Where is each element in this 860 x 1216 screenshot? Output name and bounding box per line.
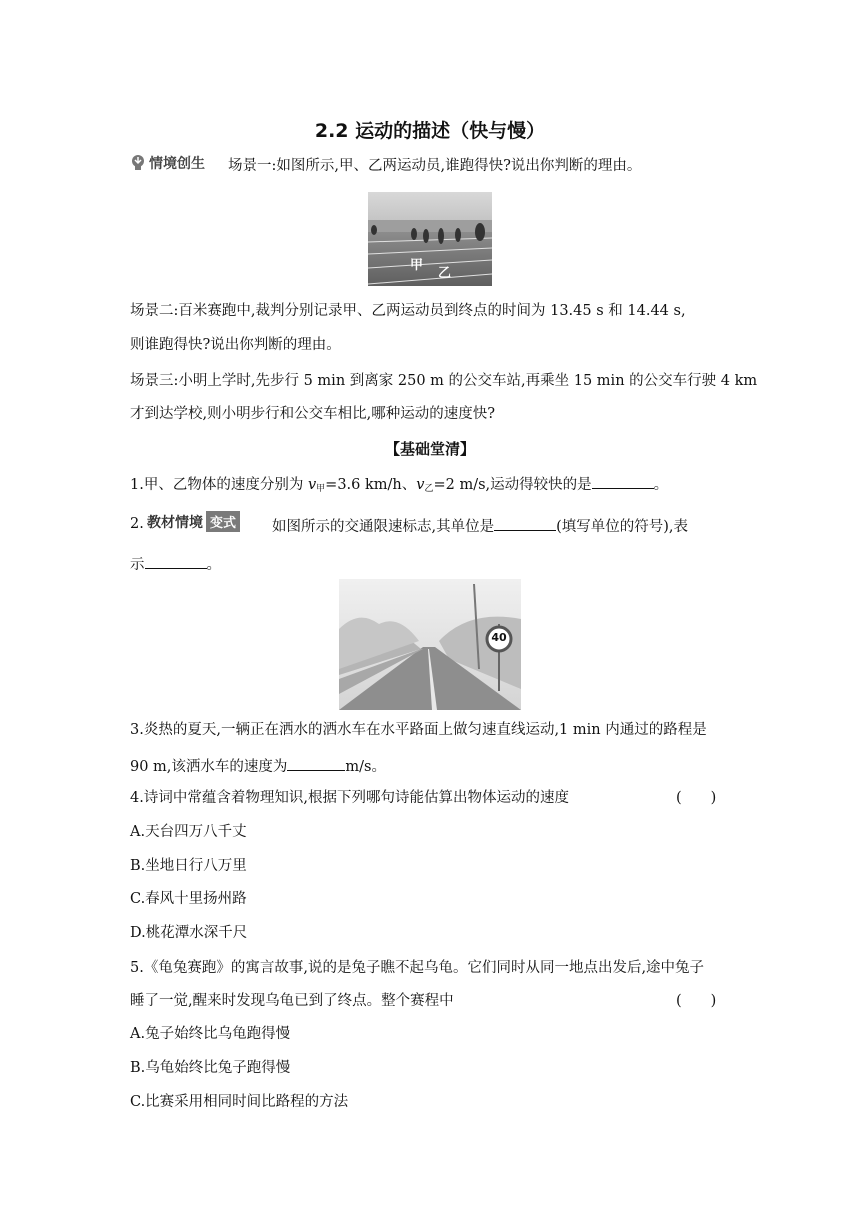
- q3-prefix: 90 m,该洒水车的速度为: [130, 759, 288, 775]
- question-4-stem: 4.诗词中常蕴含着物理知识,根据下列哪句诗能估算出物体运动的速度: [130, 790, 569, 806]
- q2-text2: (填写单位的符号),表: [556, 519, 689, 535]
- q3-speed-blank[interactable]: [287, 754, 345, 771]
- q3-suffix: m/s。: [345, 759, 386, 775]
- q4-option-a[interactable]: A.天台四万八千丈: [130, 824, 247, 840]
- question-5-line1: 5.《龟兔赛跑》的寓言故事,说的是兔子瞧不起乌龟。它们同时从同一地点出发后,途中兔子: [130, 960, 705, 976]
- textbook-scenario-label: 教材情境: [147, 514, 203, 531]
- scene3-line2: 才到达学校,则小明步行和公交车相比,哪种运动的速度快?: [130, 406, 495, 422]
- q1-mid1: =3.6 km/h、: [325, 477, 417, 493]
- speed-limit-sign-value: 40: [491, 631, 507, 644]
- q5-option-a[interactable]: A.兔子始终比乌龟跑得慢: [130, 1026, 291, 1042]
- q2-number: 2.: [130, 516, 144, 532]
- q2-end: 。: [206, 557, 221, 573]
- q2-text1: 如图所示的交通限速标志,其单位是: [272, 519, 495, 535]
- q4-option-b[interactable]: B.坐地日行八万里: [130, 858, 247, 874]
- scenario-tag: [130, 153, 205, 173]
- q5-answer-paren[interactable]: ( ): [676, 993, 717, 1009]
- runner-label-jia: 甲: [410, 258, 424, 273]
- variant-badge: 变式: [206, 511, 240, 532]
- q1-answer-blank[interactable]: [592, 472, 654, 489]
- q5-option-c[interactable]: C.比赛采用相同时间比路程的方法: [130, 1094, 349, 1110]
- question-2-line1: [272, 514, 688, 537]
- q2-text3: 示: [130, 557, 145, 573]
- q1-v1-sub: 甲: [316, 484, 326, 494]
- speed-limit-road-photo: [339, 579, 521, 710]
- q1-end: 。: [653, 477, 669, 493]
- question-3-line1: 3.炎热的夏天,一辆正在洒水的洒水车在水平路面上做匀速直线运动,1 min 内通过的路程是: [130, 722, 707, 738]
- q1-v2-sub: 乙: [424, 484, 434, 494]
- lightbulb-icon: [130, 154, 146, 172]
- runners-photo: [368, 192, 492, 286]
- question-5-line2: 睡了一觉,醒来时发现乌龟已到了终点。整个赛程中: [130, 993, 454, 1009]
- q4-answer-paren[interactable]: ( ): [676, 790, 717, 806]
- q2-unit-blank[interactable]: [494, 514, 556, 531]
- question-2-line2: [130, 552, 221, 575]
- scene2-line1: 场景二:百米赛跑中,裁判分别记录甲、乙两运动员到终点的时间为 13.45 s 和 14.44 s,: [130, 303, 686, 319]
- q1-mid2: =2 m/s,运动得较快的是: [433, 477, 592, 493]
- q4-option-d[interactable]: D.桃花潭水深千尺: [130, 925, 248, 941]
- q1-v2: v: [416, 477, 425, 493]
- page-title: 2.2 运动的描述（快与慢）: [314, 120, 546, 142]
- runner-label-yi: 乙: [438, 266, 452, 281]
- q4-option-c[interactable]: C.春风十里扬州路: [130, 891, 247, 907]
- q5-option-b[interactable]: B.乌龟始终比兔子跑得慢: [130, 1060, 291, 1076]
- textbook-scenario-tag: [147, 511, 240, 532]
- question-1: [130, 472, 668, 499]
- q1-prefix: 1.甲、乙物体的速度分别为: [130, 477, 308, 493]
- scene1-text: 场景一:如图所示,甲、乙两运动员,谁跑得快?说出你判断的理由。: [228, 158, 642, 174]
- scenario-tag-label: 情境创生: [149, 156, 205, 172]
- q2-meaning-blank[interactable]: [145, 552, 207, 569]
- question-3-line2: [130, 754, 386, 777]
- q1-v1: v: [307, 477, 317, 493]
- scene2-line2: 则谁跑得快?说出你判断的理由。: [130, 337, 341, 353]
- scene3-line1: 场景三:小明上学时,先步行 5 min 到离家 250 m 的公交车站,再乘坐 15 min 的公交车行驶 4 km: [130, 373, 758, 389]
- section-heading: 【基础堂清】: [384, 440, 475, 458]
